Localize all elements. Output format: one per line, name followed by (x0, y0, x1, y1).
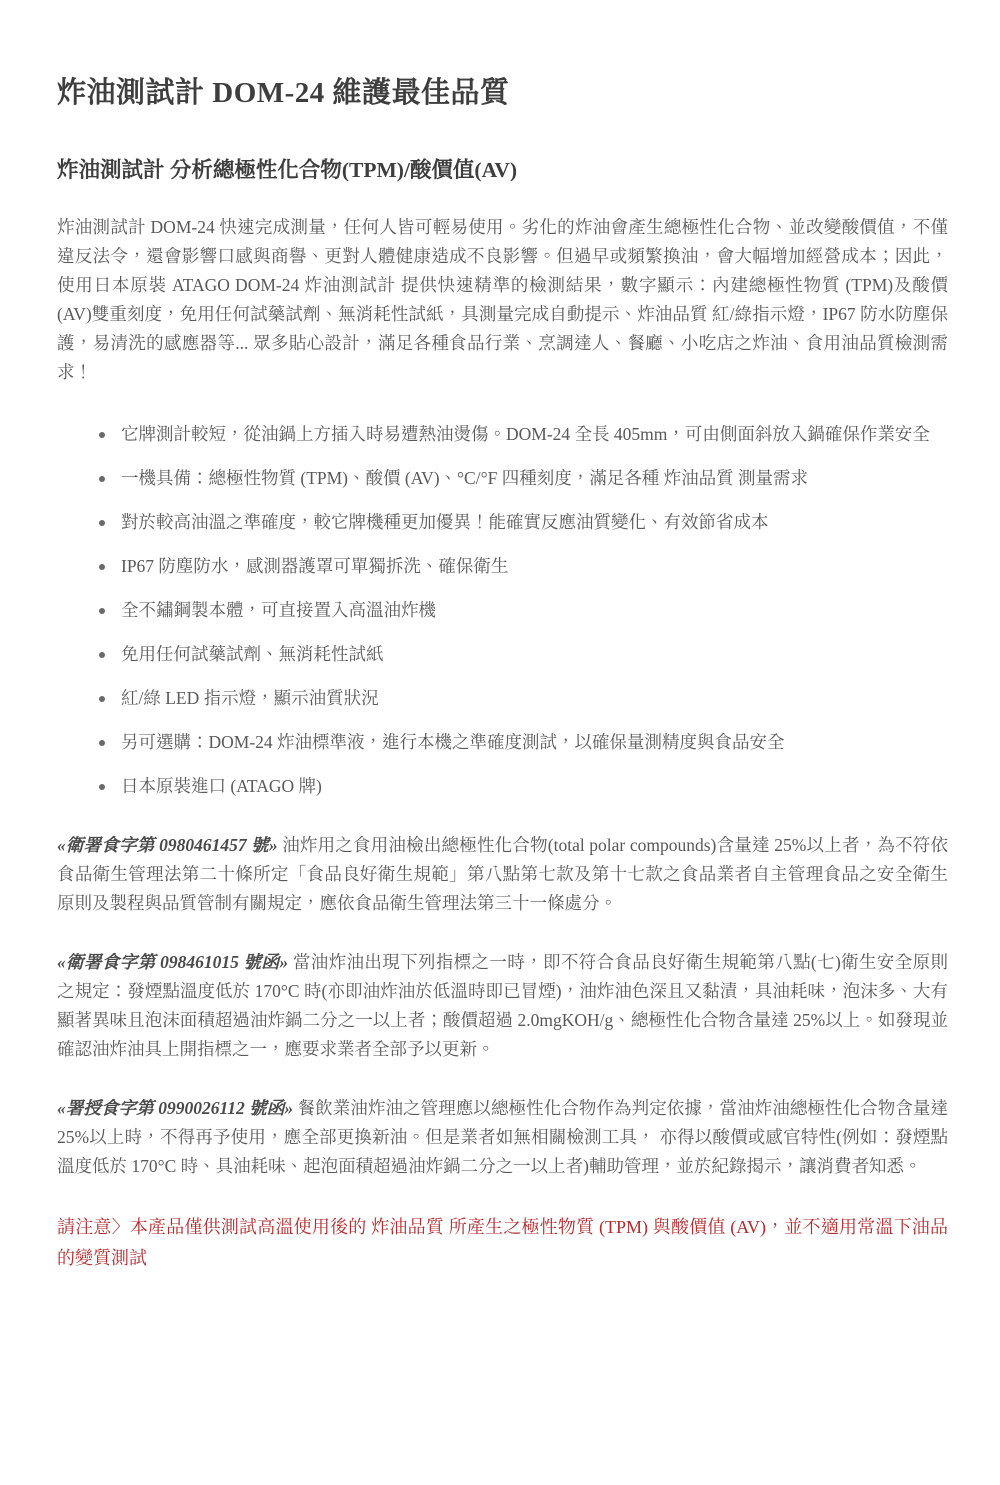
regulation-paragraph-1 (57, 831, 948, 918)
regulation-text: 油炸用之食用油檢出總極性化合物(total polar compounds)含量達 25%以上者，為不符依食品衛生管理法第二十條所定「食品良好衛生規範」第八點第七款及第十七款之食品業者自主管理食品之安全衛生原則及製程與品質管制有關規定，應依食品衛生管理法第三十一條處分。 (57, 835, 948, 913)
feature-item-made-in-japan (97, 772, 948, 801)
regulation-ref: «衛署食字第 098461015 號函» (57, 952, 289, 972)
regulation-paragraph-3 (57, 1094, 948, 1181)
bullet-icon (99, 696, 105, 702)
regulation-ref: «署授食字第 0990026112 號函» (57, 1098, 294, 1118)
intro-paragraph: 炸油測試計 DOM-24 快速完成測量，任何人皆可輕易使用。劣化的炸油會產生總極性化合物、並改變酸價值，不僅違反法令，還會影響口感與商譽、更對人體健康造成不良影響。但過早或頻繁換油，會大幅增加經營成本；因此，使用日本原裝 ATAGO DOM-24 炸油測試計 提供快速精準的檢測結果，數字顯示：內建總極性物質 (TPM)及酸價(AV)雙重刻度，免用任何試藥試劑、無消耗性試紙，具測量完成自動提示、炸油品質 紅/綠指示燈，IP67 防水防塵保護，易清洗的感應器等... 眾多貼心設計，滿足各種食品行業、烹調達人、餐廳、小吃店之炸油、食用油品質檢測需求！ (57, 217, 948, 382)
bullet-icon (99, 740, 105, 746)
notice-text: 請注意〉本產品僅供測試高溫使用後的 炸油品質 所產生之極性物質 (TPM) 與酸價值 (AV)，並不適用常溫下油品的變質測試 (57, 1217, 948, 1268)
feature-item-text: 日本原裝進口 (ATAGO 牌) (121, 776, 322, 796)
page-title: 炸油測試計 DOM-24 維護最佳品質 (57, 77, 510, 109)
feature-item-text: 一機具備：總極性物質 (TPM)、酸價 (AV)、°C/°F 四種刻度，滿足各種 炸油品質 測量需求 (121, 468, 808, 488)
regulation-paragraph-2 (57, 948, 948, 1064)
regulations-section (57, 831, 948, 1181)
feature-item-length (97, 420, 948, 449)
feature-item-stainless (97, 596, 948, 625)
regulation-text: 餐飲業油炸油之管理應以總極性化合物作為判定依據，當油炸油總極性化合物含量達 25%以上時，不得再予使用，應全部更換新油。但是業者如無相關檢測工具， 亦得以酸價或感官特性(例如：發煙點溫度低於 170°C 時、具油耗味、起泡面積超過油炸鍋二分之一以上者)輔助管理，並於紀錄揭示，讓消費者知悉。 (57, 1098, 948, 1176)
feature-item-text: 免用任何試藥試劑、無消耗性試紙 (121, 644, 384, 664)
section-heading: 炸油測試計 分析總極性化合物(TPM)/酸價值(AV) (57, 158, 518, 182)
feature-item-text: IP67 防塵防水，感測器護罩可單獨拆洗、確保衛生 (121, 556, 509, 576)
document-page (0, 70, 1000, 1274)
feature-item-led (97, 684, 948, 713)
bullet-icon (99, 608, 105, 614)
bullet-icon (99, 564, 105, 570)
bullet-icon (99, 432, 105, 438)
feature-item-text: 它牌測計較短，從油鍋上方插入時易遭熱油燙傷。DOM-24 全長 405mm，可由側面斜放入鍋確保作業安全 (121, 424, 930, 444)
feature-item-no-reagent (97, 640, 948, 669)
bullet-icon (99, 652, 105, 658)
bullet-icon (99, 784, 105, 790)
bullet-icon (99, 520, 105, 526)
bullet-icon (99, 476, 105, 482)
feature-item-ip67 (97, 552, 948, 581)
feature-item-text: 紅/綠 LED 指示燈，顯示油質狀況 (121, 688, 379, 708)
regulation-text: 當油炸油出現下列指標之一時，即不符合食品良好衛生規範第八點(七)衛生安全原則之規定：發煙點溫度低於 170°C 時(亦即油炸油於低溫時即已冒煙)，油炸油色深且又黏漬，具油耗味，泡沫多、大有顯著異味且泡沫面積超過油炸鍋二分之一以上者；酸價超過 2.0mgKOH/g、總極性化合物含量達 25%以上。如發現並確認油炸油具上開指標之一，應要求業者全部予以更新。 (57, 952, 948, 1059)
regulation-ref: «衛署食字第 0980461457 號» (57, 835, 278, 855)
feature-list (97, 420, 948, 801)
feature-item-standard-liquid (97, 728, 948, 757)
feature-item-text: 全不鏽鋼製本體，可直接置入高溫油炸機 (121, 600, 436, 620)
feature-item-text: 另可選購：DOM-24 炸油標準液，進行本機之準確度測試，以確保量測精度與食品安全 (121, 732, 785, 752)
feature-item-accuracy (97, 508, 948, 537)
feature-item-text: 對於較高油溫之準確度，較它牌機種更加優異！能確實反應油質變化、有效節省成本 (121, 512, 769, 532)
feature-item-scales (97, 464, 948, 493)
